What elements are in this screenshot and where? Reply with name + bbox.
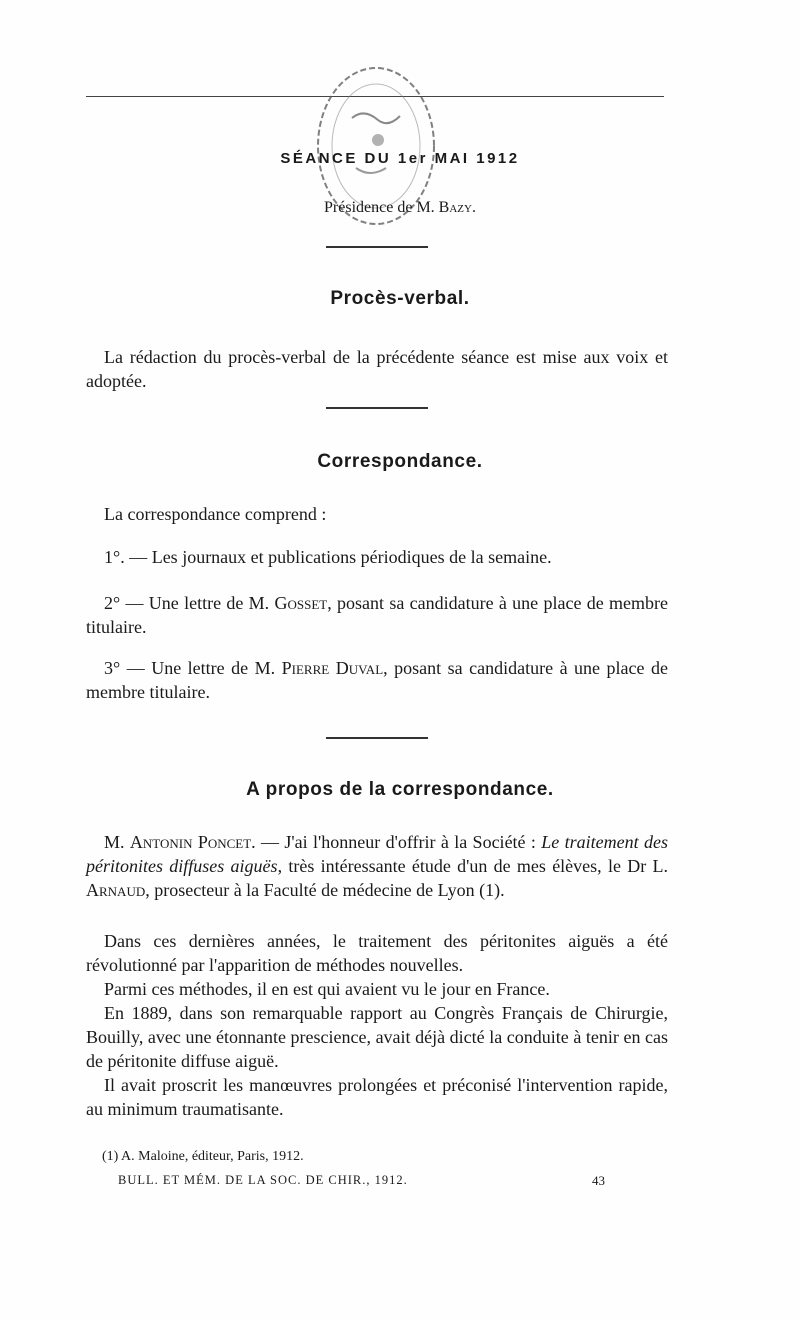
item-2-name: Gosset — [274, 593, 328, 613]
correspondance-item-1: 1°. — Les journaux et publications périodiques de la semaine. — [104, 547, 552, 567]
book-title: Le traitement des péritonites diffuses aiguës — [86, 832, 668, 876]
apropos-heading: A propos de la correspondance. — [246, 779, 554, 800]
proces-verbal-text: La rédaction du procès-verbal de la précédente séance est mise aux voix et adoptée. — [86, 347, 668, 391]
running-footer: BULL. ET MÉM. DE LA SOC. DE CHIR., 1912. — [118, 1173, 408, 1187]
seance-title: SÉANCE DU 1er MAI 1912 — [280, 150, 520, 167]
item-3-prefix: 3° — Une lettre de M. — [104, 658, 282, 678]
apropos-paragraph-4: En 1889, dans son remarquable rapport au Congrès Français de Chirurgie, Bouilly, avec une étonnante prescience, avait déjà dicté la conduite à tenir en cas de péritonite diffuse aiguë. — [86, 1003, 668, 1071]
section-rule — [326, 246, 428, 248]
presidence-prefix: Présidence de M. — [324, 199, 435, 216]
correspondance-intro: La correspondance comprend : — [104, 504, 327, 524]
apropos-paragraph-5: Il avait proscrit les manœuvres prolongées et préconisé l'intervention rapide, au minimum traumatisante. — [86, 1075, 668, 1119]
correspondance-item-2 — [86, 591, 668, 639]
item-2-prefix: 2° — Une lettre de M. — [104, 593, 275, 613]
correspondance-item-3 — [86, 656, 668, 704]
p1-part-a: . — J'ai l'honneur d'offrir à la Société : — [251, 832, 542, 852]
p1-part-c: , prosecteur à la Faculté de médecine de Lyon (1). — [145, 880, 505, 900]
president-name: Bazy. — [438, 199, 476, 216]
author-name: Arnaud — [86, 880, 146, 900]
speaker-name: Antonin Poncet — [129, 832, 252, 852]
correspondance-heading: Correspondance. — [317, 451, 483, 472]
footnote: (1) A. Maloine, éditeur, Paris, 1912. — [102, 1149, 304, 1164]
p1-part-b: , très intéressante étude d'un de mes élèves, le Dr L. — [277, 856, 668, 876]
item-3-suffix: , posant sa candidature à une place de membre titulaire. — [86, 658, 668, 702]
presidence-line — [0, 199, 800, 217]
item-2-suffix: , posant sa candidature à une place de membre titulaire. — [86, 593, 669, 637]
apropos-paragraph-3: Parmi ces méthodes, il en est qui avaient vu le jour en France. — [104, 979, 550, 999]
section-rule — [326, 737, 428, 739]
apropos-paragraph-2: Dans ces dernières années, le traitement des péritonites aiguës a été révolutionné par l'apparition de méthodes nouvelles. — [86, 931, 668, 975]
page-number: 43 — [592, 1173, 605, 1188]
proces-verbal-heading: Procès-verbal. — [330, 288, 470, 309]
item-3-name: Pierre Duval — [281, 658, 384, 678]
section-rule — [326, 407, 428, 409]
apropos-paragraph-1: M. Antonin Poncet. — J'ai l'honneur d'offrir à la Société : Le traitement des péritonites diffuses aiguës, très intéressante étude d'un de mes élèves, le Dr L. Arnaud, prosecteur à la Faculté de médecine de Lyon (1). — [86, 832, 668, 900]
